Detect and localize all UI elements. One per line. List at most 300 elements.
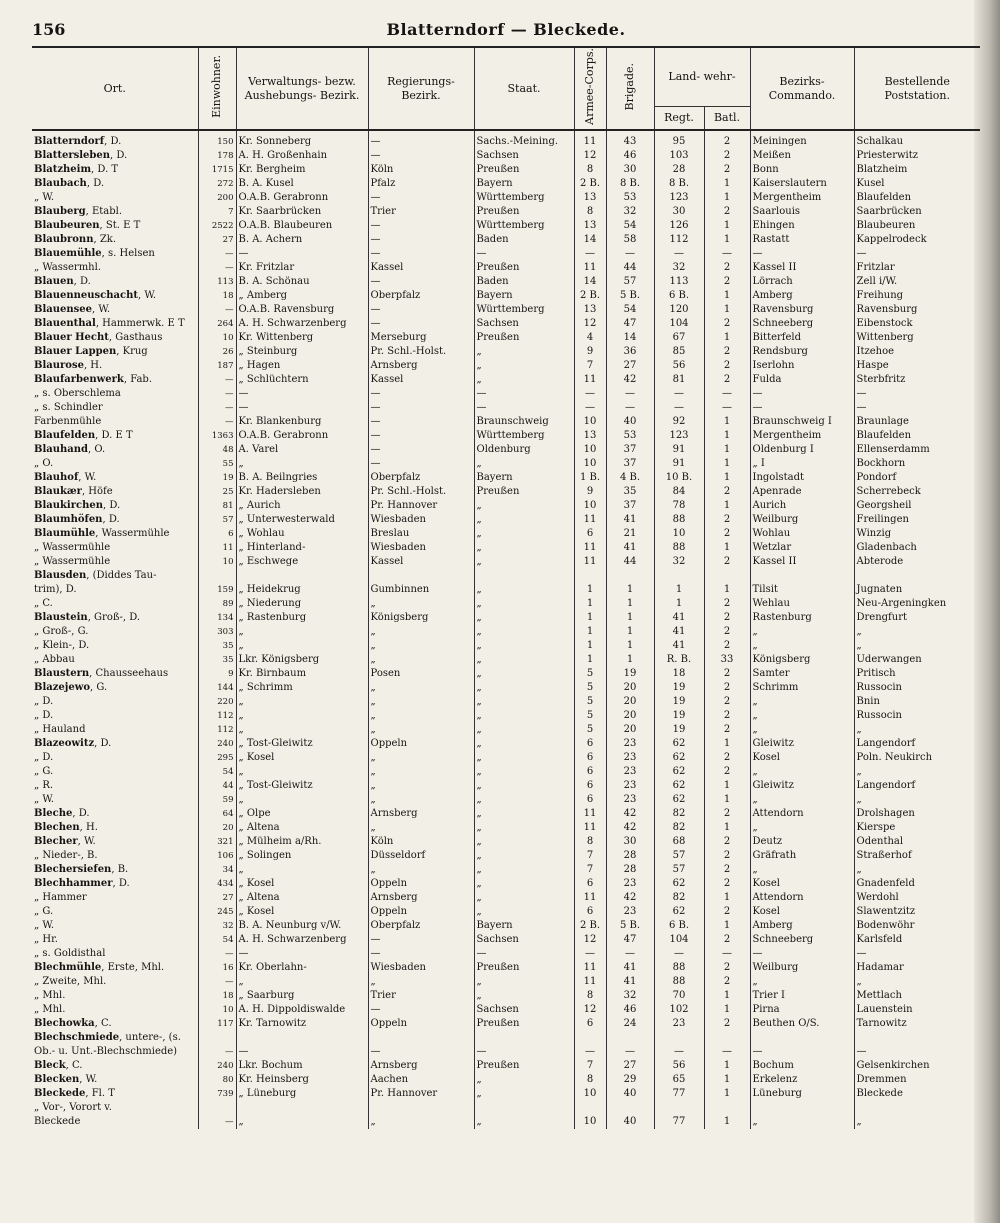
landwehr-regiment-cell: 1 [654,583,704,597]
government-district-cell: Pr. Hannover [368,499,474,513]
army-corps-cell: 6 [574,793,606,807]
post-station-cell: „ [856,864,862,875]
army-corps-cell: 11 [574,541,606,555]
district-command-cell: Amberg [750,289,854,303]
government-district-cell: Königsberg [368,611,474,625]
brigade-cell: 20 [606,681,654,695]
state-cell: Württemberg [474,191,574,205]
population-cell: 59 [198,793,236,807]
army-corps-cell: 4 [574,331,606,345]
district-cell: „ Heidekrug [236,583,368,597]
population-cell: — [198,975,236,989]
post-station-cell: Blaufelden [856,430,912,441]
army-corps-cell: 1 [574,653,606,667]
district-command-cell: Rendsburg [750,345,854,359]
army-corps-cell: 5 [574,681,606,695]
government-district-cell: — [368,933,474,947]
brigade-cell: 23 [606,877,654,891]
army-corps-cell: 1 [574,611,606,625]
population-cell: 159 [198,583,236,597]
place-name-cell: Blauenneuschacht, W. [32,289,198,303]
army-corps-cell: 11 [574,821,606,835]
district-cell: — [236,401,368,415]
district-command-cell: Kosel [750,751,854,765]
landwehr-regiment-cell: 8 B. [654,177,704,191]
army-corps-cell: 12 [574,317,606,331]
table-row [32,597,980,611]
place-name-cell: Blauer Lappen, Krug [32,345,198,359]
landwehr-battalion-cell: 2 [704,961,750,975]
population-cell: — [198,1045,236,1059]
post-station-cell: Blaufelden [856,192,912,203]
brigade-cell: 40 [606,1115,654,1129]
landwehr-battalion-cell: 2 [704,597,750,611]
district-command-cell: — [750,401,854,415]
brigade-cell: 44 [606,555,654,569]
brigade-cell: 57 [606,275,654,289]
state-cell: „ [474,681,574,695]
state-cell: Preußen [474,331,574,345]
district-cell: A. H. Schwarzenberg [236,317,368,331]
district-command-cell: Ehingen [750,219,854,233]
landwehr-battalion-cell: 2 [704,527,750,541]
landwehr-regiment-cell: — [654,947,704,961]
district-cell: O.A.B. Ravensburg [236,303,368,317]
army-corps-cell: 11 [574,261,606,275]
district-cell: „ Eschwege [236,555,368,569]
district-command-cell: Kassel II [750,261,854,275]
landwehr-regiment-cell: 6 B. [654,919,704,933]
government-district-cell: Oberpfalz [368,919,474,933]
table-row [32,779,980,793]
table-row [32,499,980,513]
place-name-cell: Farbenmühle [32,415,198,429]
district-command-cell: Attendorn [750,807,854,821]
place-name-cell: Bleche, D. [32,807,198,821]
state-cell: „ [474,541,574,555]
landwehr-battalion-cell: 2 [704,149,750,163]
place-name-cell: „ Hammer [32,891,198,905]
place-name-cell: Blaukirchen, D. [32,499,198,513]
table-row [32,1073,980,1087]
place-name-cell: „ s. Goldisthal [32,947,198,961]
post-station-cell: Tarnowitz [856,1018,907,1029]
district-command-cell: Beuthen O/S. [750,1017,854,1031]
table-row [32,919,980,933]
table-row [32,849,980,863]
government-district-cell: Pr. Hannover [368,1087,474,1101]
landwehr-regiment-cell [654,1031,704,1045]
government-district-cell: — [368,303,474,317]
district-command-cell: Fulda [750,373,854,387]
army-corps-cell: 11 [574,961,606,975]
district-cell: Kr. Heinsberg [236,1073,368,1087]
table-row [32,331,980,345]
landwehr-regiment-cell: 85 [654,345,704,359]
post-station-cell: „ [856,724,862,735]
table-row [32,625,980,639]
table-row [32,317,980,331]
landwehr-regiment-cell: 19 [654,681,704,695]
place-name-cell: Blechmühle, Erste, Mhl. [32,961,198,975]
landwehr-battalion-cell: 1 [704,1059,750,1073]
army-corps-cell: 5 [574,667,606,681]
population-cell: 25 [198,485,236,499]
population-cell: 434 [198,877,236,891]
landwehr-battalion-cell: 1 [704,1073,750,1087]
population-cell: 20 [198,821,236,835]
place-name-cell: Blecher, W. [32,835,198,849]
government-district-cell: — [368,275,474,289]
header-einwohner: Einwohner. [198,48,236,130]
government-district-cell: Köln [368,163,474,177]
place-name-cell: Blaufarbenwerk, Fab. [32,373,198,387]
table-row [32,1045,980,1059]
landwehr-regiment-cell: 62 [654,751,704,765]
state-cell: „ [474,737,574,751]
government-district-cell: — [368,1045,474,1059]
army-corps-cell: 2 B. [574,919,606,933]
population-cell: 32 [198,919,236,933]
government-district-cell: Kassel [368,373,474,387]
place-name-cell: „ O. [32,457,198,471]
population-cell: 19 [198,471,236,485]
army-corps-cell: 11 [574,555,606,569]
place-name-cell: Blazeowitz, D. [32,737,198,751]
landwehr-battalion-cell: 2 [704,849,750,863]
district-cell: „ Unterwesterwald [236,513,368,527]
place-name-cell: „ Wassermühle [32,555,198,569]
place-name-cell: „ R. [32,779,198,793]
district-command-cell: Kaiserslautern [750,177,854,191]
district-command-cell: Gräfrath [750,849,854,863]
table-row [32,401,980,415]
header-landwehr: Land- wehr- [654,48,750,107]
state-cell: „ [474,779,574,793]
population-cell: 10 [198,1003,236,1017]
district-command-cell: — [750,947,854,961]
post-station-cell: Langendorf [856,780,916,791]
army-corps-cell: 11 [574,807,606,821]
district-cell: Kr. Wittenberg [236,331,368,345]
place-name-cell: „ C. [32,597,198,611]
government-district-cell: Oberpfalz [368,289,474,303]
brigade-cell: 23 [606,737,654,751]
state-cell: „ [474,821,574,835]
post-station-cell: Poln. Neukirch [856,752,933,763]
landwehr-regiment-cell: 62 [654,877,704,891]
table-row [32,1101,980,1115]
state-cell: Preußen [474,261,574,275]
landwehr-regiment-cell: 70 [654,989,704,1003]
place-name-cell: „ W. [32,919,198,933]
post-station-cell: Pritisch [856,668,896,679]
state-cell: „ [474,807,574,821]
district-cell: O.A.B. Gerabronn [236,191,368,205]
population-cell: 18 [198,989,236,1003]
army-corps-cell [574,569,606,583]
district-cell: O.A.B. Gerabronn [236,429,368,443]
header-brigade: Brigade. [606,48,654,130]
government-district-cell: Pr. Schl.-Holst. [368,485,474,499]
district-command-cell: Aurich [750,499,854,513]
landwehr-battalion-cell: 2 [704,130,750,149]
district-command-cell: „ [750,765,854,779]
post-station-cell: Freilingen [856,514,909,525]
army-corps-cell: 1 [574,625,606,639]
district-command-cell: Gleiwitz [750,779,854,793]
government-district-cell: Aachen [368,1073,474,1087]
post-station-cell: Langendorf [856,738,916,749]
army-corps-cell: 10 [574,1115,606,1129]
army-corps-cell: 8 [574,1073,606,1087]
army-corps-cell: 6 [574,1017,606,1031]
army-corps-cell: 1 [574,639,606,653]
table-row [32,723,980,737]
state-cell: Sachsen [474,149,574,163]
army-corps-cell: 14 [574,233,606,247]
place-name-cell: Blechersiefen, B. [32,863,198,877]
place-name-cell: „ Wassermhl. [32,261,198,275]
army-corps-cell [574,1101,606,1115]
table-row [32,471,980,485]
landwehr-battalion-cell: 2 [704,933,750,947]
district-command-cell: „ [750,695,854,709]
landwehr-battalion-cell: 2 [704,765,750,779]
district-cell: „ Steinburg [236,345,368,359]
landwehr-battalion-cell: — [704,387,750,401]
post-station-cell: Freihung [856,290,904,301]
population-cell: 272 [198,177,236,191]
table-row [32,863,980,877]
army-corps-cell: 13 [574,191,606,205]
table-row [32,989,980,1003]
army-corps-cell: 1 [574,583,606,597]
table-row [32,667,980,681]
army-corps-cell: 11 [574,130,606,149]
government-district-cell: Trier [368,989,474,1003]
brigade-cell: 54 [606,219,654,233]
landwehr-battalion-cell: 1 [704,737,750,751]
state-cell: „ [474,583,574,597]
book-page [32,14,980,1129]
post-station-cell: Bleckede [856,1088,903,1099]
header-batl: Batl. [704,107,750,131]
place-name-cell: Blatterndorf, D. [32,130,198,149]
government-district-cell: Wiesbaden [368,961,474,975]
landwehr-regiment-cell: 92 [654,415,704,429]
page-number: 156 [32,20,66,39]
landwehr-regiment-cell: 41 [654,625,704,639]
population-cell: 1363 [198,429,236,443]
table-row [32,905,980,919]
government-district-cell: „ [368,625,474,639]
landwehr-battalion-cell: — [704,947,750,961]
state-cell: „ [474,877,574,891]
army-corps-cell: 9 [574,485,606,499]
district-cell: „ Olpe [236,807,368,821]
army-corps-cell: 11 [574,373,606,387]
table-row [32,933,980,947]
district-cell: „ Altena [236,891,368,905]
government-district-cell: „ [368,597,474,611]
place-name-cell: Ob.- u. Unt.-Blechschmiede) [32,1045,198,1059]
district-cell [236,1031,368,1045]
government-district-cell: Wiesbaden [368,541,474,555]
post-station-cell: Neu-Argeningken [856,598,947,609]
landwehr-regiment-cell: 81 [654,373,704,387]
landwehr-regiment-cell: 41 [654,611,704,625]
district-cell: „ [236,723,368,737]
population-cell: 144 [198,681,236,695]
government-district-cell: Breslau [368,527,474,541]
district-cell: „ Kosel [236,905,368,919]
post-station-cell: Straßerhof [856,850,912,861]
place-name-cell: Blaubronn, Zk. [32,233,198,247]
post-station-cell: Wittenberg [856,332,914,343]
population-cell: — [198,373,236,387]
landwehr-battalion-cell: 2 [704,667,750,681]
district-cell: — [236,387,368,401]
government-district-cell: „ [368,751,474,765]
government-district-cell: „ [368,681,474,695]
state-cell: Preußen [474,485,574,499]
district-cell: Lkr. Bochum [236,1059,368,1073]
post-station-cell: Haspe [856,360,889,371]
district-command-cell: Rastenburg [750,611,854,625]
table-row [32,639,980,653]
district-command-cell: Ravensburg [750,303,854,317]
district-cell: Kr. Fritzlar [236,261,368,275]
place-name-cell: „ G. [32,905,198,919]
post-station-cell: Hadamar [856,962,904,973]
government-district-cell: Arnsberg [368,891,474,905]
post-station-cell: Bockhorn [856,458,906,469]
table-row [32,261,980,275]
post-station-cell [854,1101,980,1115]
district-cell: „ Lüneburg [236,1087,368,1101]
table-row [32,513,980,527]
state-cell: „ [474,905,574,919]
state-cell: „ [474,695,574,709]
army-corps-cell: 6 [574,877,606,891]
district-cell: O.A.B. Blaubeuren [236,219,368,233]
landwehr-battalion-cell: 2 [704,359,750,373]
population-cell: — [198,1115,236,1129]
government-district-cell: Kassel [368,261,474,275]
table-row [32,359,980,373]
government-district-cell: Pr. Schl.-Holst. [368,345,474,359]
population-cell: 321 [198,835,236,849]
army-corps-cell: 6 [574,765,606,779]
government-district-cell: — [368,1003,474,1017]
state-cell: „ [474,639,574,653]
army-corps-cell: 10 [574,415,606,429]
brigade-cell: 41 [606,541,654,555]
landwehr-regiment-cell: 32 [654,555,704,569]
brigade-cell: 30 [606,835,654,849]
landwehr-battalion-cell: 1 [704,331,750,345]
state-cell: — [474,247,574,261]
landwehr-battalion-cell: — [704,1045,750,1059]
district-cell: Kr. Tarnowitz [236,1017,368,1031]
district-cell: — [236,947,368,961]
landwehr-battalion-cell: 2 [704,1017,750,1031]
landwehr-regiment-cell: 103 [654,149,704,163]
army-corps-cell: 7 [574,863,606,877]
army-corps-cell: 11 [574,513,606,527]
table-row [32,275,980,289]
district-command-cell: Schrimm [750,681,854,695]
brigade-cell: 23 [606,905,654,919]
post-station-cell: — [856,388,867,399]
landwehr-battalion-cell: 2 [704,345,750,359]
brigade-cell: 14 [606,331,654,345]
district-cell: „ [236,625,368,639]
place-name-cell: „ D. [32,709,198,723]
brigade-cell: 32 [606,205,654,219]
landwehr-regiment-cell: — [654,247,704,261]
government-district-cell: Oppeln [368,737,474,751]
landwehr-regiment-cell: 88 [654,541,704,555]
brigade-cell: 37 [606,443,654,457]
post-station-cell: Mettlach [856,990,902,1001]
district-cell: „ Schlüchtern [236,373,368,387]
district-command-cell: Ingolstadt [750,471,854,485]
table-row [32,163,980,177]
brigade-cell: 53 [606,429,654,443]
government-district-cell: „ [368,765,474,779]
place-name-cell: „ D. [32,695,198,709]
landwehr-battalion-cell: 2 [704,709,750,723]
army-corps-cell: 14 [574,275,606,289]
post-station-cell: Eibenstock [856,318,913,329]
place-name-cell: Blechschmiede, untere-, (s. [32,1031,198,1045]
brigade-cell: 23 [606,765,654,779]
army-corps-cell: 8 [574,205,606,219]
table-row [32,1115,980,1129]
post-station-cell: Drengfurt [856,612,907,623]
table-row [32,289,980,303]
government-district-cell: Arnsberg [368,1059,474,1073]
post-station-cell: Itzehoe [856,346,895,357]
brigade-cell: 1 [606,639,654,653]
brigade-cell: 1 [606,653,654,667]
district-command-cell: Rastatt [750,233,854,247]
district-command-cell: Wetzlar [750,541,854,555]
population-cell: 35 [198,639,236,653]
brigade-cell: 47 [606,317,654,331]
population-cell: — [198,303,236,317]
landwehr-battalion-cell: 1 [704,219,750,233]
landwehr-battalion-cell [704,569,750,583]
district-command-cell: „ I [750,457,854,471]
brigade-cell: 27 [606,1059,654,1073]
landwehr-battalion-cell: 2 [704,611,750,625]
landwehr-battalion-cell: 1 [704,1115,750,1129]
population-cell: 739 [198,1087,236,1101]
landwehr-battalion-cell: 1 [704,919,750,933]
brigade-cell: 4 B. [606,471,654,485]
post-station-cell: Kierspe [856,822,896,833]
brigade-cell: 37 [606,457,654,471]
army-corps-cell: — [574,247,606,261]
state-cell: „ [474,891,574,905]
state-cell: „ [474,751,574,765]
post-station-cell: Fritzlar [856,262,895,273]
landwehr-battalion-cell [704,1101,750,1115]
army-corps-cell: 7 [574,1059,606,1073]
